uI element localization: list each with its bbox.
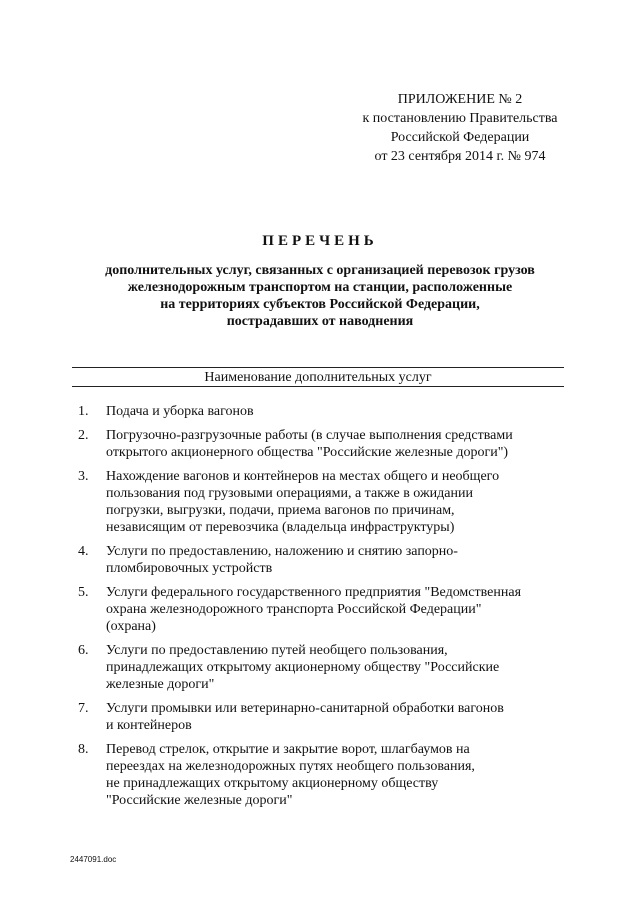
item-text-line: (охрана): [106, 619, 156, 634]
item-number: 2.: [78, 428, 89, 443]
item-text-line: Нахождение вагонов и контейнеров на местах общего и необщего: [106, 469, 500, 484]
item-text-line: Услуги промывки или ветеринарно-санитарной обработки вагонов: [106, 701, 504, 716]
list-item: [78, 427, 568, 461]
item-text-line: пломбировочных устройств: [106, 561, 273, 576]
item-text: [106, 700, 504, 734]
item-number: 3.: [78, 469, 89, 484]
appendix-block: [340, 90, 580, 166]
services-list: [78, 403, 568, 816]
item-text-line: железные дороги": [106, 677, 215, 692]
list-item: [78, 700, 568, 734]
item-text: [106, 403, 254, 420]
item-text: [106, 642, 499, 693]
table-top-rule: [72, 367, 564, 368]
item-text-line: не принадлежащих открытому акционерному обществу: [106, 776, 439, 791]
item-text: [106, 741, 475, 809]
appendix-ref: Российской Федерации: [390, 130, 530, 145]
table-column-header: Наименование дополнительных услуг: [204, 370, 432, 385]
list-item: [78, 741, 568, 809]
item-text-line: Услуги федерального государственного предприятия "Ведомственная: [106, 585, 522, 600]
appendix-date: от 23 сентября 2014 г. № 974: [374, 149, 546, 164]
item-text-line: пользования под грузовыми операциями, а также в ожидании: [106, 486, 473, 501]
item-number: 6.: [78, 643, 89, 658]
item-number: 1.: [78, 404, 89, 419]
list-item: [78, 468, 568, 536]
file-name: 2447091.doc: [70, 855, 117, 864]
item-text-line: переездах на железнодорожных путях необщего пользования,: [106, 759, 475, 774]
list-item: [78, 584, 568, 635]
subtitle-line: железнодорожным транспортом на станции, расположенные: [127, 280, 513, 295]
item-text-line: Перевод стрелок, открытие и закрытие ворот, шлагбаумов на: [106, 742, 470, 757]
item-number: 8.: [78, 742, 89, 757]
item-text: [106, 584, 521, 635]
item-text: [106, 427, 513, 461]
document-subtitle: [80, 262, 560, 330]
list-item: [78, 543, 568, 577]
item-number: 4.: [78, 544, 89, 559]
item-text-line: охрана железнодорожного транспорта Российской Федерации": [106, 602, 482, 617]
item-text-line: "Российские железные дороги": [106, 793, 293, 808]
item-text-line: Подача и уборка вагонов: [106, 404, 254, 419]
item-text-line: Услуги по предоставлению путей необщего пользования,: [106, 643, 448, 658]
item-text: [106, 468, 499, 536]
item-number: 7.: [78, 701, 89, 716]
item-text-line: принадлежащих открытому акционерному обществу "Российские: [106, 660, 500, 675]
document-title: ПЕРЕЧЕНЬ: [262, 233, 378, 249]
item-number: 5.: [78, 585, 89, 600]
item-text-line: Услуги по предоставлению, наложению и снятию запорно-: [106, 544, 458, 559]
list-item: [78, 403, 568, 420]
item-text-line: Погрузочно-разгрузочные работы (в случае выполнения средствами: [106, 428, 513, 443]
item-text-line: и контейнеров: [106, 718, 192, 733]
list-item: [78, 642, 568, 693]
appendix-ref: к постановлению Правительства: [362, 111, 558, 126]
item-text-line: погрузки, выгрузки, подачи, приема вагонов по причинам,: [106, 503, 455, 518]
item-text-line: независящим от перевозчика (владельца инфраструктуры): [106, 520, 455, 535]
item-text: [106, 543, 458, 577]
subtitle-line: на территориях субъектов Российской Федерации,: [160, 297, 480, 312]
appendix-number: ПРИЛОЖЕНИЕ № 2: [397, 92, 523, 107]
table-header-rule: [72, 386, 564, 387]
item-text-line: открытого акционерного общества "Российские железные дороги"): [106, 445, 509, 460]
subtitle-line: пострадавших от наводнения: [226, 314, 414, 329]
subtitle-line: дополнительных услуг, связанных с организацией перевозок грузов: [105, 263, 535, 278]
